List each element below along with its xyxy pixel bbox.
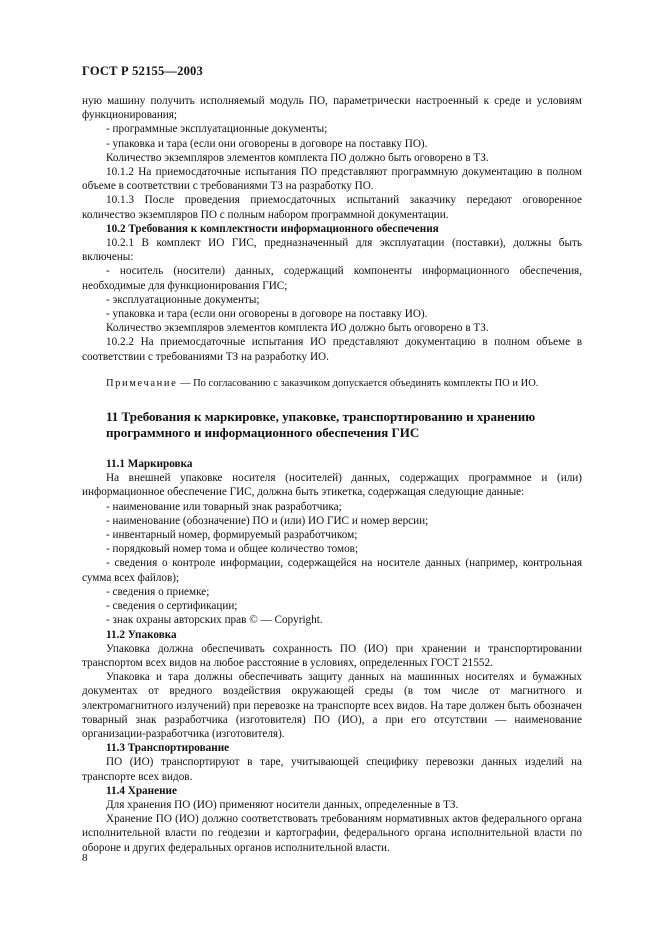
list-item: - сведения о сертификации; [106,600,238,613]
paragraph: Упаковка должна обеспечивать сохранность ПО (ИО) при хранении и транспортировании транспортом всех видов на любое расстояние в условиях, определенных ГОСТ 21552. [82,642,582,669]
document-header: ГОСТ Р 52155—2003 [82,64,203,78]
paragraph: Количество экземпляров элементов комплекта ПО должно быть оговорено в ТЗ. [106,151,489,164]
paragraph: 10.1.3 После проведения приемосдаточных испытаний заказчику передают оговоренное количество экземпляров ПО с полным набором программной документации. [82,194,582,221]
subsection-heading: 11.2 Упаковка [106,628,177,641]
list-item: - наименование (обозначение) ПО и (или) ИО ГИС и номер версии; [106,514,429,527]
list-item: - сведения о контроле информации, содержащейся на носителе данных (например, контрольная сумма всех файлов); [82,557,582,584]
paragraph: 10.2.2 На приемосдаточные испытания ИО представляют документацию в полном объеме в соответствии с требованиями ТЗ на разработку ИО. [82,336,582,363]
list-item: - наименование или товарный знак разработчика; [106,500,342,513]
list-item: - упаковка и тара (если они оговорены в договоре на поставку ИО). [106,308,428,321]
paragraph: Хранение ПО (ИО) должно соответствовать требованиям нормативных актов федерального органа исполнительной власти по геодезии и картографии, федерального органа исполнительной власти по обороне и других федеральных органов исполнительной власти. [82,813,582,854]
note [82,377,582,391]
list-item: - программные эксплуатационные документы; [106,123,328,136]
note-label: Примечание [106,377,178,389]
note-text: — По согласованию с заказчиком допускается объединять комплекты ПО и ИО. [177,377,539,389]
list-item: - знак охраны авторских прав © — Copyright. [106,614,323,627]
list-item: - эксплуатационные документы; [106,293,260,306]
list-item: - инвентарный номер, формируемый разработчиком; [106,529,358,542]
paragraph: 10.2.1 В комплект ИО ГИС, предназначенный для эксплуатации (поставки), должны быть включены: [82,237,582,264]
paragraph: На внешней упаковке носителя (носителей) данных, содержащих программное и (или) информационное обеспечение ГИС, должна быть этикетка, содержащая следующие данные: [82,472,582,499]
subsection-heading: 10.2 Требования к комплектности информационного обеспечения [106,222,439,235]
paragraph: Упаковка и тара должны обеспечивать защиту данных на машинных носителях и бумажных документах от вредного воздействия окружающей среды (в том числе от магнитного и электромагнитного излучений) при перевозке на транспорте всех видов. На таре должен быть обозначен товарный знак разработчика (изготовителя) ПО (ИО), а при его отсутствии — наименование организации-разработчика (изготовителя). [82,671,582,740]
list-item: - упаковка и тара (если они оговорены в договоре на поставку ПО). [106,137,428,150]
paragraph: Для хранения ПО (ИО) применяют носители данных, определенные в ТЗ. [106,798,459,811]
subsection-heading: 11.1 Маркировка [106,458,193,471]
list-item: - носитель (носители) данных, содержащий компоненты информационного обеспечения, необходимые для функционирования ГИС; [82,265,582,292]
section-heading: 11 Требования к маркировке, упаковке, транспортированию и хранению программного и информационного обеспечения ГИС [106,409,536,441]
paragraph: Количество экземпляров элементов комплекта ИО должно быть оговорено в ТЗ. [106,322,489,335]
document-body [82,94,582,855]
list-item: - порядковый номер тома и общее количество томов; [106,543,359,556]
paragraph: ную машину получить исполняемый модуль ПО, параметрически настроенный к среде и условиям функционирования; [82,95,582,122]
subsection-heading: 11.4 Хранение [106,784,177,797]
page-number: 8 [82,852,88,864]
paragraph: ПО (ИО) транспортируют в таре, учитывающей специфику перевозки данных изделий на транспорте всех видов. [82,756,582,783]
subsection-heading: 11.3 Транспортирование [106,742,230,755]
list-item: - сведения о приемке; [106,585,210,598]
paragraph: 10.1.2 На приемосдаточные испытания ПО представляют программную документацию в полном объеме в соответствии с требованиями ТЗ на разработку ПО. [82,166,582,193]
